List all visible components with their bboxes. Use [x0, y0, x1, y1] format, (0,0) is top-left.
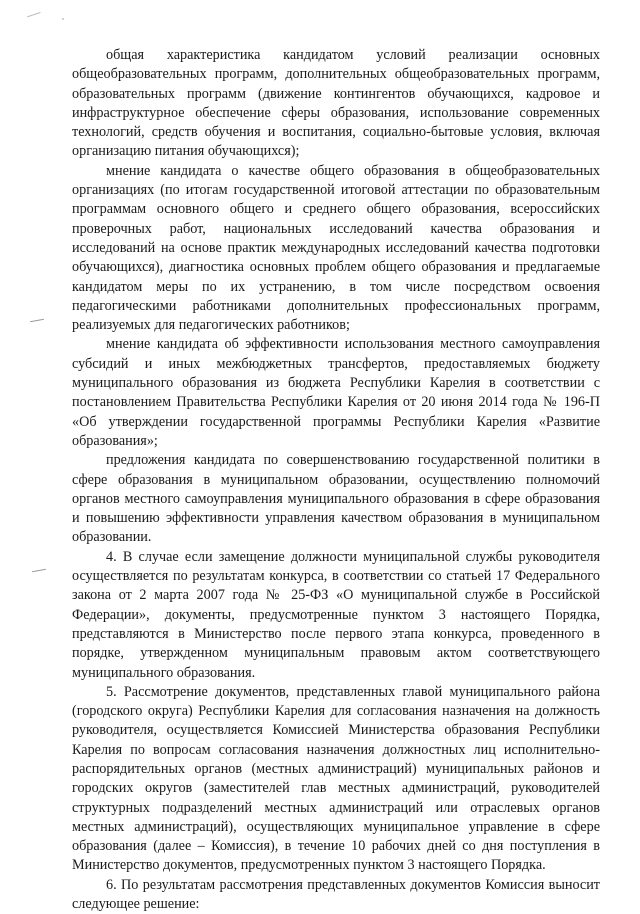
paragraph: мнение кандидата о качестве общего образования в общеобразовательных организациях (по итогам государственной итоговой аттестации по образовательным программам основного общего и среднего общего образования, всероссийских проверочных работ, национальных исследований качества образования и исследований на основе практик международных исследований качества подготовки обучающихся), диагностика основных проблем общего образования и предлагаемые кандидатом меры по их устранению, в том числе посредством освоения педагогическими работниками дополнительных профессиональных программ, реализуемых для педагогических работников;	[72, 162, 600, 334]
paragraph: общая характеристика кандидатом условий реализации основных общеобразовательных программ, дополнительных общеобразовательных программ, образовательных программ (движение контингентов обучающихся, кадровое и инфраструктурное обеспечение сферы образования, использование современных технологий, средств обучения и воспитания, социально-бытовые условия, включая организацию питания обучающихся);	[72, 47, 600, 160]
scan-artifact-mark	[27, 12, 43, 25]
scan-artifact-dot	[62, 18, 64, 20]
paragraph: мнение кандидата об эффективности использования местного самоуправления субсидий и иных межбюджетных трансфертов, предоставляемых бюджету муниципального образования из бюджета Республики Карелия в соответствии с постановлением Правительства Республики Карелия от 20 июня 2014 года № 196-П «Об утверждении государственной программы Республики Карелия «Развитие образования»;	[72, 336, 600, 449]
document-body	[72, 46, 600, 914]
punch-hole-mark	[30, 319, 44, 322]
paragraph: предложения кандидата по совершенствованию государственной политики в сфере образования в муниципальном образовании, осуществлению полномочий органов местного самоуправления муниципального образования в сфере образования и повышению эффективности управления качеством образования в муниципальном образовании.	[72, 452, 600, 546]
paragraph: 4. В случае если замещение должности муниципальной службы руководителя осуществляется по результатам конкурса, в соответствии со статьей 17 Федерального закона от 2 марта 2007 года № 25-ФЗ «О муниципальной службе в Российской Федерации», документы, предусмотренные пунктом 3 настоящего Порядка, представляются в Министерство после первого этапа конкурса, проведенного в порядке, утвержденном муниципальным правовым актом соответствующего муниципального образования.	[72, 548, 600, 681]
punch-hole-mark	[32, 569, 46, 572]
paragraph: 6. По результатам рассмотрения представленных документов Комиссия выносит следующее решение:	[72, 876, 600, 913]
paragraph: 5. Рассмотрение документов, представленных главой муниципального района (городского округа) Республики Карелия для согласования назначения на должность руководителя, осуществляется Комиссией Министерства образования Республики Карелия по вопросам согласования назначения должностных лиц исполнительно-распорядительных органов (местных администраций) муниципальных районов и городских округов (заместителей глав местных администраций, руководителей структурных подразделений местных администраций или отраслевых органов местных администраций), осуществляющих муниципальное управление в сфере образования (далее – Комиссия), в течение 10 рабочих дней со дня поступления в Министерство документов, предусмотренных пунктом 3 настоящего Порядка.	[72, 683, 600, 874]
